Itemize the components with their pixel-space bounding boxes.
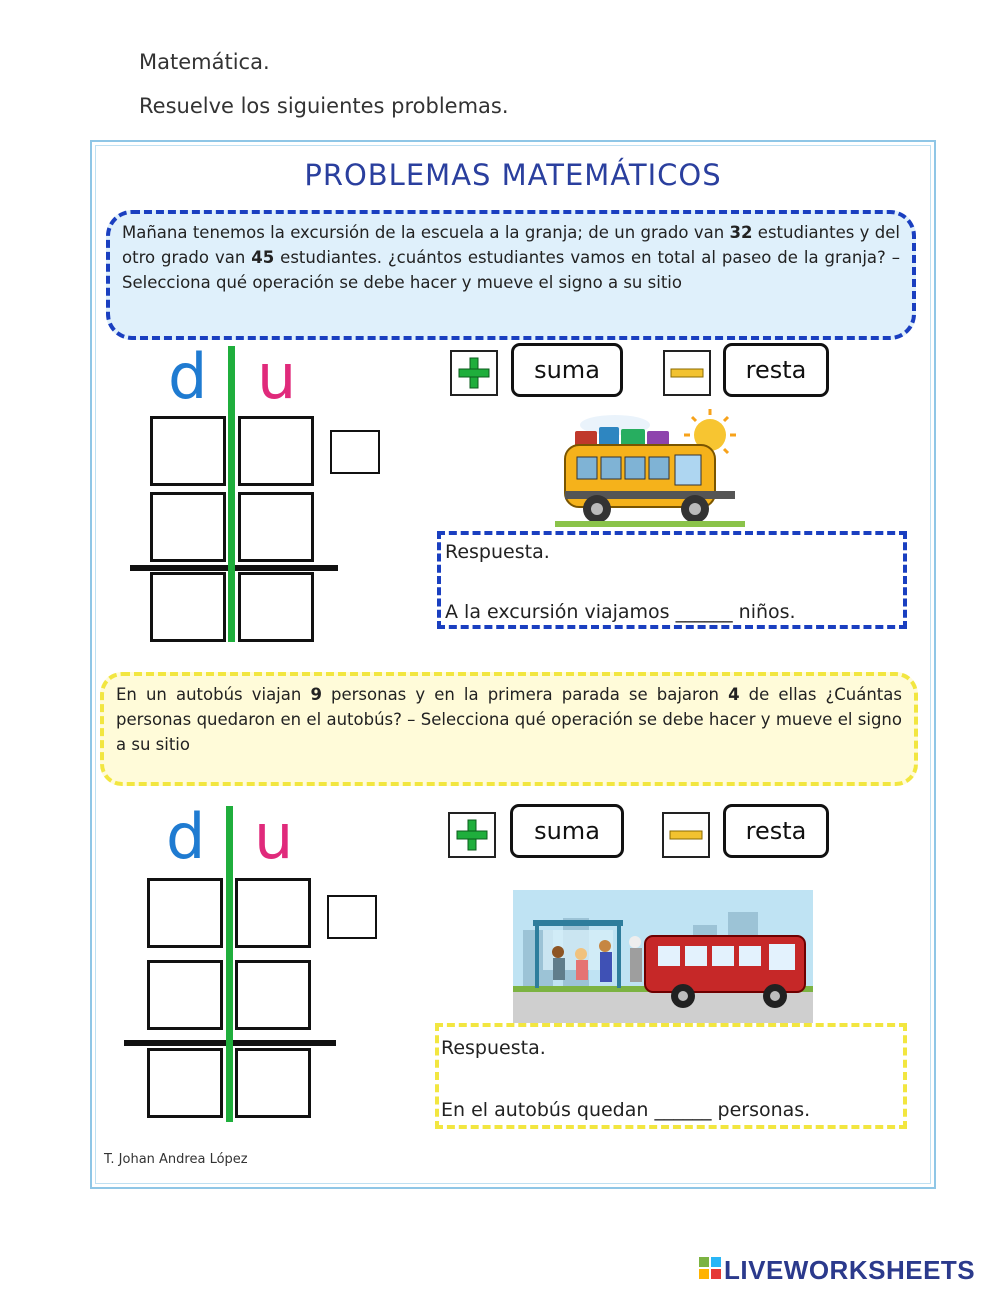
liveworksheets-brand: LIVEWORKSHEETS	[724, 1255, 976, 1285]
operation-sign-dropzone[interactable]	[330, 430, 380, 474]
instruction-label: Resuelve los siguientes problemas.	[139, 94, 509, 118]
units-cell-row1[interactable]	[238, 416, 314, 486]
tens-cell-row1-2[interactable]	[147, 878, 223, 948]
tens-cell-result-2[interactable]	[147, 1048, 223, 1118]
place-value-divider-2	[226, 806, 233, 1122]
tens-cell-row1[interactable]	[150, 416, 226, 486]
tens-cell-row2-2[interactable]	[147, 960, 223, 1030]
answer-line-1[interactable]: A la excursión viajamos ______ niños.	[445, 601, 796, 623]
minus-sign-tile-2[interactable]	[662, 812, 710, 858]
minus-sign-tile[interactable]	[663, 350, 711, 396]
problem-2-text: En un autobús viajan 9 personas y en la primera parada se bajaron 4 de ellas ¿Cuántas personas quedaron en el autobús? – Selecciona qué operación se debe hacer y mueve el signo a su sitio	[100, 672, 918, 786]
plus-sign-tile-2[interactable]	[448, 812, 496, 858]
units-label-2: u	[254, 800, 294, 873]
author-credit: T. Johan Andrea López	[104, 1152, 248, 1167]
problem-1-text: Mañana tenemos la excursión de la escuela a la granja; de un grado van 32 estudiantes y del otro grado van 45 estudiantes. ¿cuántos estudiantes vamos en total al paseo de la granja? – Selecciona qué operación se debe hacer y mueve el signo a su sitio	[106, 210, 916, 340]
units-label: u	[257, 340, 297, 413]
units-cell-row2[interactable]	[238, 492, 314, 562]
tens-label-2: d	[166, 800, 206, 873]
suma-button-2[interactable]	[510, 804, 624, 858]
school-bus-illustration	[555, 405, 745, 530]
plus-sign-tile[interactable]	[450, 350, 498, 396]
plus-icon	[450, 814, 494, 856]
resta-button-2[interactable]	[723, 804, 829, 858]
units-cell-row1-2[interactable]	[235, 878, 311, 948]
operation-sign-dropzone-2[interactable]	[327, 895, 377, 939]
plus-icon	[452, 352, 496, 394]
answer-title-1: Respuesta.	[445, 541, 550, 563]
answer-title-2: Respuesta.	[441, 1037, 546, 1059]
resta-label: resta	[745, 356, 807, 384]
answer-box-1	[437, 531, 907, 629]
resta-label-2: resta	[745, 817, 807, 845]
tens-cell-row2[interactable]	[150, 492, 226, 562]
minus-icon	[665, 352, 709, 394]
bus-stop-illustration	[513, 890, 813, 1023]
suma-button[interactable]	[511, 343, 623, 397]
worksheet-title: PROBLEMAS MATEMÁTICOS	[304, 158, 722, 192]
tens-label: d	[168, 340, 208, 413]
minus-icon	[664, 814, 708, 856]
subject-label: Matemática.	[139, 50, 270, 74]
suma-label: suma	[534, 356, 600, 384]
place-value-divider	[228, 346, 235, 642]
liveworksheets-logo-icon	[699, 1257, 721, 1279]
answer-box-2	[435, 1023, 907, 1129]
tens-cell-result[interactable]	[150, 572, 226, 642]
answer-line-2[interactable]: En el autobús quedan ______ personas.	[441, 1099, 811, 1121]
suma-label-2: suma	[534, 817, 600, 845]
units-cell-result-2[interactable]	[235, 1048, 311, 1118]
resta-button[interactable]	[723, 343, 829, 397]
units-cell-row2-2[interactable]	[235, 960, 311, 1030]
units-cell-result[interactable]	[238, 572, 314, 642]
